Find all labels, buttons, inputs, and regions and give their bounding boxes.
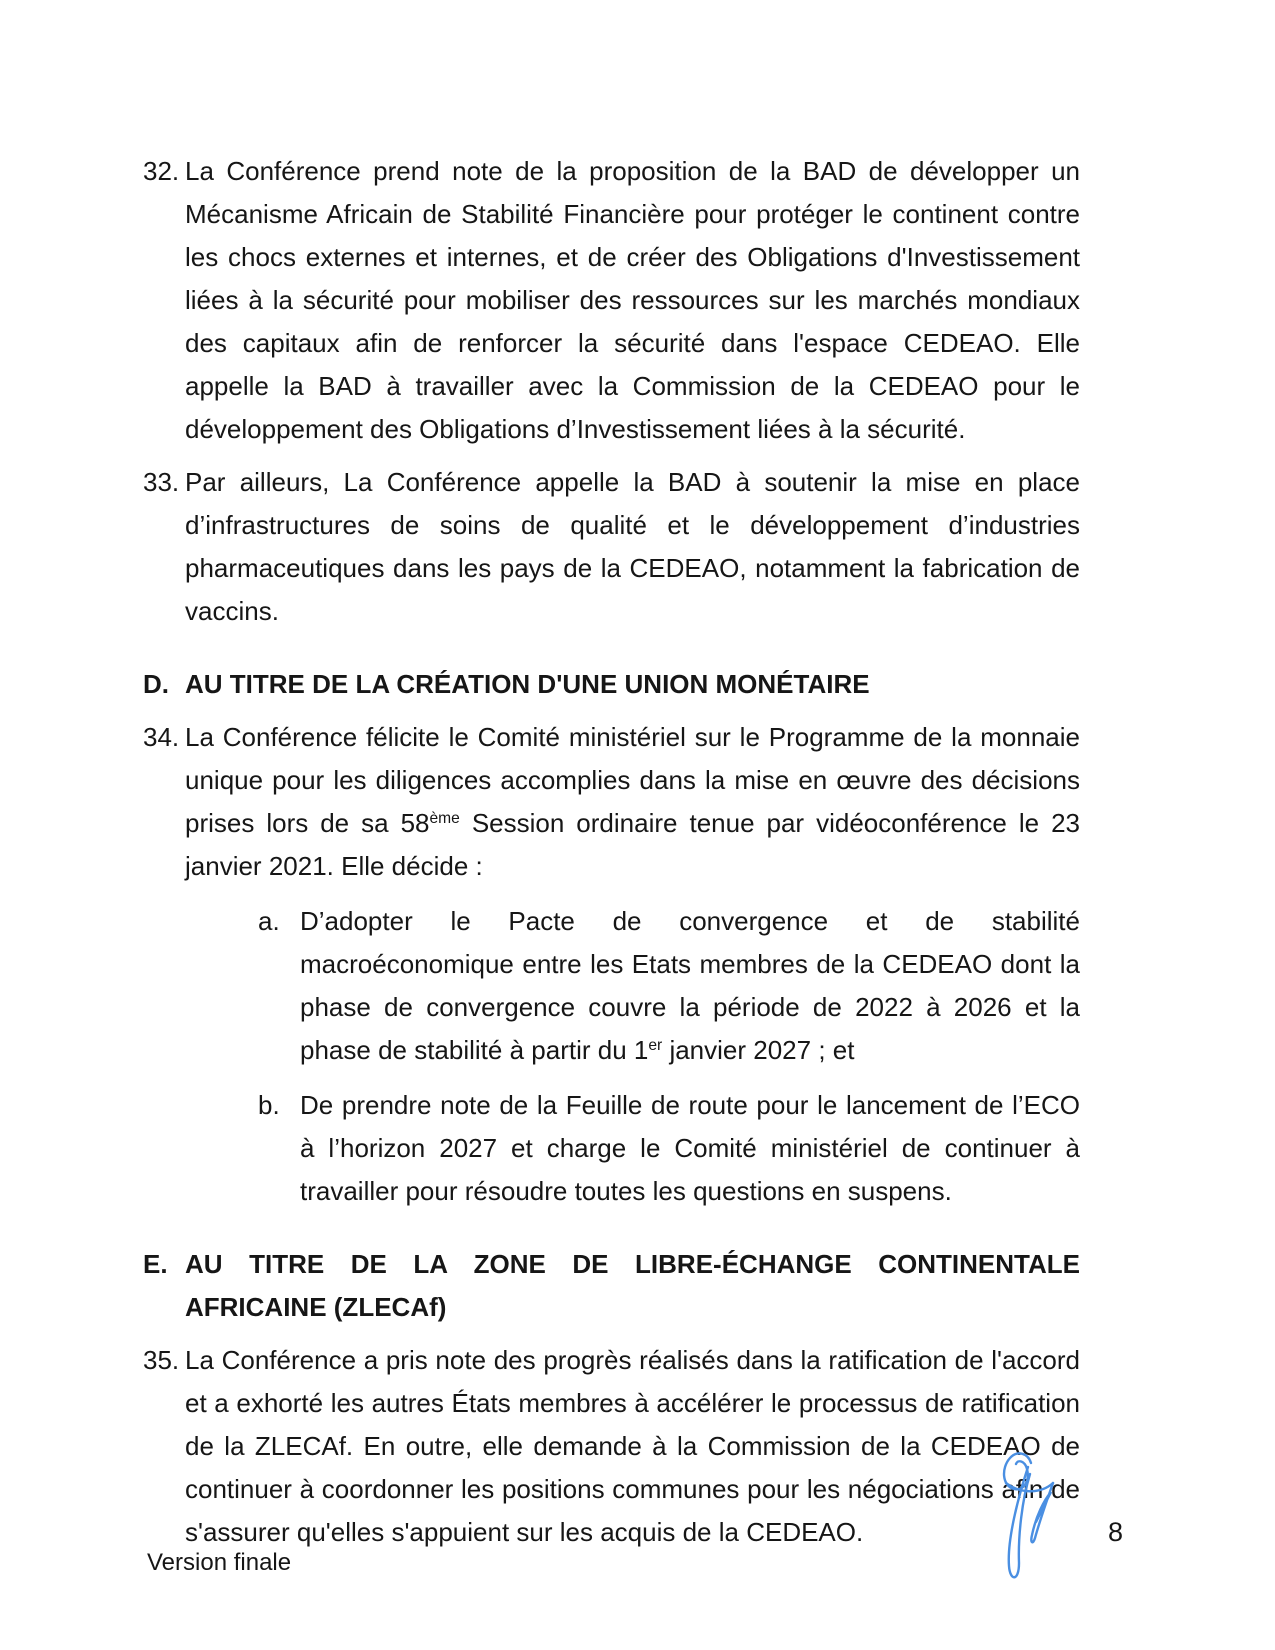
section-title: AU TITRE DE LA ZONE DE LIBRE-ÉCHANGE CONTINENTALE AFRICAINE (ZLECAf) (185, 1249, 1080, 1322)
list-item-text-segment: D’adopter le Pacte de convergence et de stabilité macroéconomique entre les Etats membres de la CEDEAO dont la phase de convergence couvre la période de 2022 à 2026 et la phase de stabilité à partir du 1 (300, 906, 1080, 1065)
paragraph-33 (143, 461, 1080, 633)
paragraph-text: La Conférence prend note de la proposition de la BAD de développer un Mécanisme Africain de Stabilité Financière pour protéger le continent contre les chocs externes et internes, et de créer des Obligations d'Investissement liées à la sécurité pour mobiliser des ressources sur les marchés mondiaux des capitaux afin de renforcer la sécurité dans l'espace CEDEAO. Elle appelle la BAD à travailler avec la Commission de la CEDEAO pour le développement des Obligations d’Investissement liées à la sécurité. (185, 156, 1080, 444)
list-item-b (258, 1084, 1080, 1213)
paragraph-text (185, 716, 1080, 888)
paragraph-35 (143, 1339, 1080, 1554)
section-letter: D. (143, 669, 169, 699)
paragraph-34 (143, 716, 1080, 888)
paragraph-text: La Conférence a pris note des progrès réalisés dans la ratification de l'accord et a exhorté les autres États membres à accélérer le processus de ratification de la ZLECAf. En outre, elle demande à la Commission de la CEDEAO de continuer à coordonner les positions communes pour les négociations afin de s'assurer qu'elles s'appuient sur les acquis de la CEDEAO. (185, 1345, 1080, 1547)
section-letter: E. (143, 1249, 168, 1279)
ordinal-superscript: ème (429, 810, 460, 828)
paragraph-text: Par ailleurs, La Conférence appelle la BAD à soutenir la mise en place d’infrastructures de soins de qualité et le développement d’industries pharmaceutiques dans les pays de la CEDEAO, notamment la fabrication de vaccins. (185, 467, 1080, 626)
section-title: AU TITRE DE LA CRÉATION D'UNE UNION MONÉTAIRE (185, 669, 870, 699)
list-item-letter: a. (258, 906, 280, 936)
paragraph-number: 33. (143, 467, 180, 497)
paragraph-number: 35. (143, 1345, 180, 1375)
page-number: 8 (1108, 1517, 1124, 1547)
version-note: Version finale (147, 1549, 292, 1576)
list-item-text: De prendre note de la Feuille de route pour le lancement de l’ECO à l’horizon 2027 et charge le Comité ministériel de continuer à travailler pour résoudre toutes les questions en suspens. (300, 1090, 1080, 1206)
paragraph-number: 34. (143, 722, 180, 752)
paragraph-text-segment: Session ordinaire tenue par vidéoconférence le 23 janvier 2021. Elle décide : (185, 808, 1081, 881)
paragraph-number: 32. (143, 156, 180, 186)
section-heading-e (143, 1243, 1080, 1329)
ordinal-superscript: er (648, 1037, 663, 1055)
list-item-letter: b. (258, 1090, 280, 1120)
handwritten-signature (992, 1448, 1064, 1588)
list-item-text (300, 900, 1080, 1072)
paragraph-text-segment: La Conférence félicite le Comité ministériel sur le Programme de la monnaie unique pour les diligences accomplies dans la mise en œuvre des décisions prises lors de sa 58 (185, 722, 1080, 838)
paragraph-32 (143, 150, 1080, 451)
list-item-a (258, 900, 1080, 1072)
section-heading-d (143, 663, 1080, 706)
list-item-text-segment: janvier 2027 ; et (662, 1035, 855, 1065)
